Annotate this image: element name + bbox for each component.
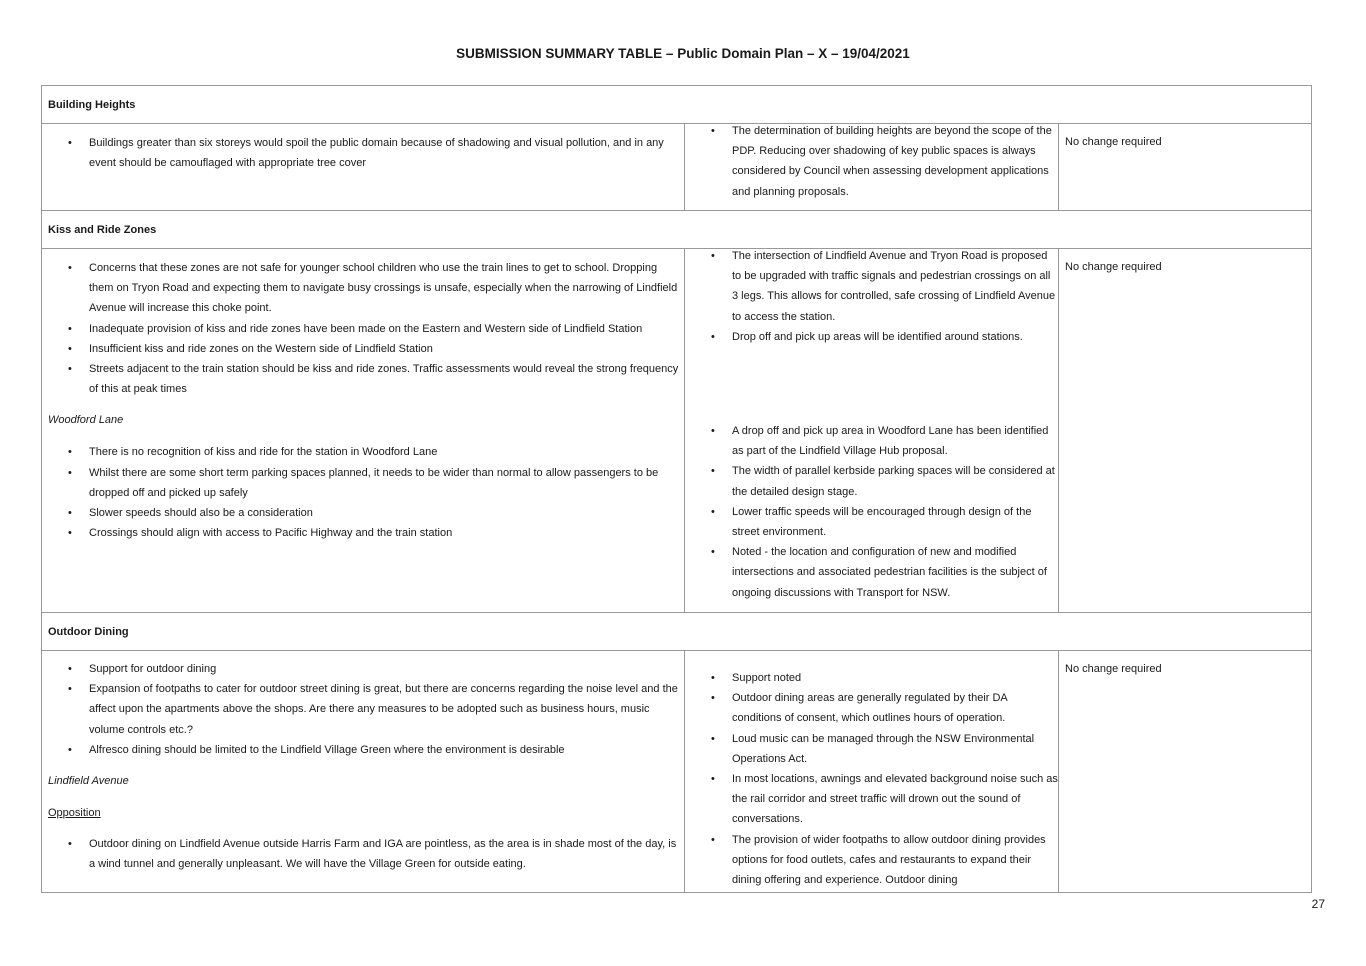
section-row-building-heights (42, 124, 1312, 211)
list-item: • Support for outdoor dining (89, 659, 684, 679)
list-item: • Alfresco dining should be limited to the Lindfield Village Green where the environment is desirable (89, 740, 684, 760)
outcome-cell (1059, 651, 1312, 893)
list-item: • In most locations, awnings and elevated background noise such as the rail corridor and street traffic will drown out the sound of conversations. (732, 769, 1058, 830)
outcome-text: No change required (1065, 136, 1162, 148)
submissions-cell (42, 249, 685, 613)
section-heading: Outdoor Dining (42, 613, 1312, 651)
outcome-text: No change required (1065, 261, 1162, 273)
section-heading: Building Heights (42, 86, 1312, 124)
outcome-cell (1059, 249, 1312, 613)
section-row-outdoor-dining (42, 651, 1312, 893)
list-item: • Crossings should align with access to Pacific Highway and the train station (89, 523, 684, 543)
submissions-cell (42, 651, 685, 893)
list-item: • A drop off and pick up area in Woodford Lane has been identified as part of the Lindfield Village Hub proposal. (732, 421, 1058, 461)
subheading-lindfield-avenue: Lindfield Avenue (48, 775, 129, 788)
opposition-label: Opposition (48, 807, 101, 820)
section-header-kiss-and-ride (42, 211, 1312, 249)
section-heading: Kiss and Ride Zones (42, 211, 1312, 249)
response-cell (685, 651, 1059, 893)
list-item: • The determination of building heights are beyond the scope of the PDP. Reducing over shadowing of key public spaces is always considered by Council when assessing development applications and planning proposals. (732, 121, 1058, 202)
section-row-kiss-and-ride (42, 249, 1312, 613)
list-item: • Loud music can be managed through the NSW Environmental Operations Act. (732, 729, 1058, 769)
response-cell (685, 124, 1059, 211)
submissions-cell (42, 124, 685, 211)
list-item: • Concerns that these zones are not safe for younger school children who use the train lines to get to school. Dropping them on Tryon Road and expecting them to navigate busy crossings is unsafe, especially when the narrowing of Lindfield Avenue will increase this choke point. (89, 258, 684, 319)
outcome-cell (1059, 124, 1312, 211)
list-item: • Slower speeds should also be a consideration (89, 503, 684, 523)
list-item: • Inadequate provision of kiss and ride zones have been made on the Eastern and Western side of Lindfield Station (89, 319, 684, 339)
list-item: • Support noted (732, 668, 1058, 688)
list-item: • Streets adjacent to the train station should be kiss and ride zones. Traffic assessments would reveal the strong frequency of this at peak times (89, 359, 684, 399)
list-item: • The provision of wider footpaths to allow outdoor dining provides options for food outlets, cafes and restaurants to expand their dining offering and experience. Outdoor dining (732, 830, 1058, 891)
section-header-building-heights (42, 86, 1312, 124)
list-item: • There is no recognition of kiss and ride for the station in Woodford Lane (89, 442, 684, 462)
page-number: 27 (1311, 897, 1325, 911)
list-item: • Noted - the location and configuration of new and modified intersections and associated pedestrian facilities is the subject of ongoing discussions with Transport for NSW. (732, 542, 1058, 603)
submission-summary-table (41, 85, 1312, 893)
list-item: • Whilst there are some short term parking spaces planned, it needs to be wider than normal to allow passengers to be dropped off and picked up safely (89, 463, 684, 503)
response-cell (685, 249, 1059, 613)
subheading-woodford-lane: Woodford Lane (48, 414, 124, 427)
outcome-text: No change required (1065, 663, 1162, 675)
section-header-outdoor-dining (42, 613, 1312, 651)
list-item: • The intersection of Lindfield Avenue and Tryon Road is proposed to be upgraded with traffic signals and pedestrian crossings on all 3 legs. This allows for controlled, safe crossing of Lindfield Avenue to access the station. (732, 246, 1058, 327)
list-item: • Outdoor dining areas are generally regulated by their DA conditions of consent, which outlines hours of operation. (732, 688, 1058, 728)
list-item: • Expansion of footpaths to cater for outdoor street dining is great, but there are concerns regarding the noise level and the affect upon the apartments above the shops. Are there any measures to be adopted such as business hours, music volume controls etc.? (89, 679, 684, 740)
list-item: • Buildings greater than six storeys would spoil the public domain because of shadowing and visual pollution, and in any event should be camouflaged with appropriate tree cover (89, 133, 684, 173)
list-item: • The width of parallel kerbside parking spaces will be considered at the detailed design stage. (732, 461, 1058, 501)
list-item: • Lower traffic speeds will be encouraged through design of the street environment. (732, 502, 1058, 542)
document-title: SUBMISSION SUMMARY TABLE – Public Domain Plan – X – 19/04/2021 (456, 46, 910, 61)
list-item: • Drop off and pick up areas will be identified around stations. (732, 327, 1058, 347)
list-item: • Outdoor dining on Lindfield Avenue outside Harris Farm and IGA are pointless, as the area is in shade most of the day, is a wind tunnel and generally unpleasant. We will have the Village Green for outside eating. (89, 834, 684, 874)
list-item: • Insufficient kiss and ride zones on the Western side of Lindfield Station (89, 339, 684, 359)
